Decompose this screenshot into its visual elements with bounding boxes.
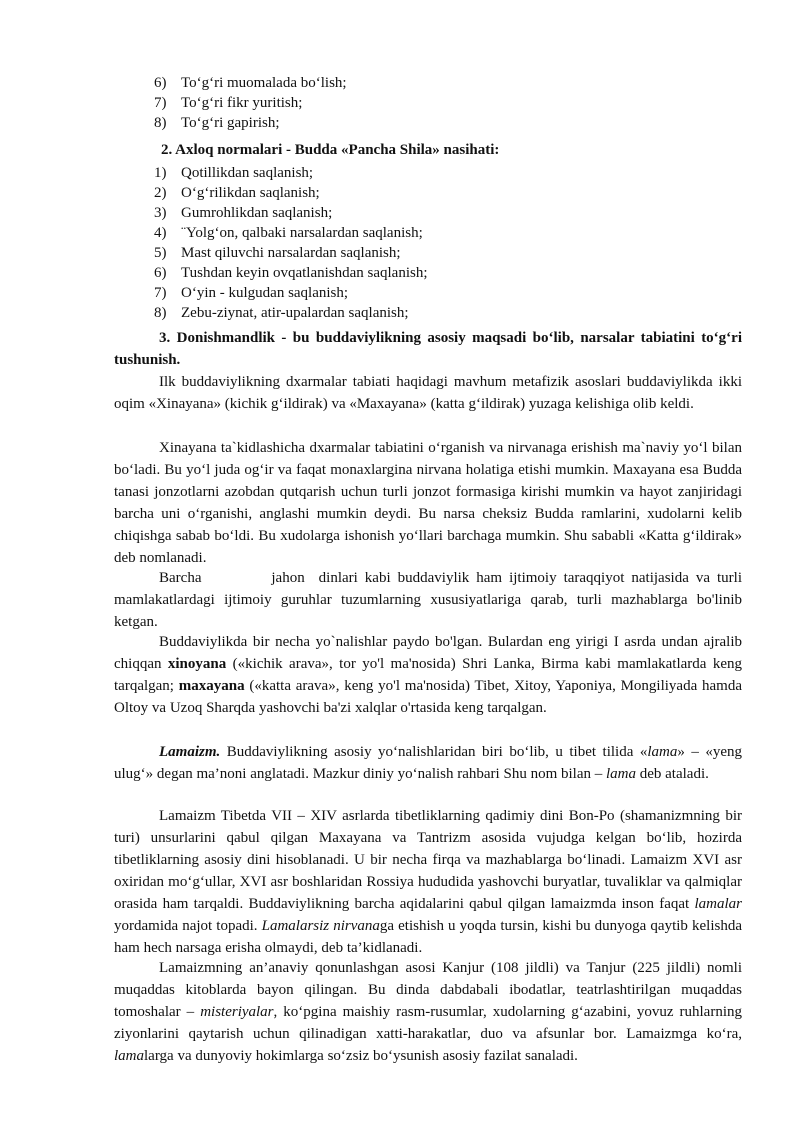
list-item: 6) Tushdan keyin ovqatlanishdan saqlanish;	[154, 265, 428, 281]
list-item: 3) Gumrohlikdan saqlanish;	[154, 205, 333, 221]
list-item: 5) Mast qiluvchi narsalardan saqlanish;	[154, 245, 401, 261]
list-item: 1) Qotillikdan saqlanish;	[154, 165, 314, 181]
list-item: 8) Zebu-ziynat, atir-upalardan saqlanish;	[154, 305, 409, 321]
paragraph-world-religions: Barcha jahon dinlari kabi buddaviylik ham ijtimoiy taraqqiyot natijasida va turli mamlakatlardagi ijtimoiy guruhlar tuzumlarning xususiyatlariga qarab, turli mazhablarga bo'linib ketgan.	[114, 570, 746, 630]
paragraph-early-buddhism: Ilk buddaviylikning dxarmalar tabiati haqidagi mavhum metafizik asoslari buddaviylikda ikki oqim «Xinayana» (kichik g‘ildirak) va «Maxayana» (katta g‘ildirak) yuzaga kelishiga olib keldi.	[114, 374, 742, 412]
section-heading-ethics: 2. Axloq normalari - Budda «Pancha Shila» nasihati:	[161, 142, 500, 158]
paragraph-directions: Buddaviylikda bir necha yo`nalishlar paydo bo'lgan. Bulardan eng yirigi I asrda undan ajralib chiqqan xinoyana («kichik arava», tor yo'l ma'nosida) Shri Lanka, Birma kabi mamlakatlarda keng tarqalgan; maxayana («katta arava», keng yo'l ma'nosida) Tibet, Xitoy, Yaponiya, Mongiliyada hamda Oltoy va Uzoq Sharqda yashovchi ba'zi xalqlar o'rtasida keng tarqalgan.	[114, 634, 742, 716]
term-xinoyana: xinoyana	[167, 656, 227, 672]
list-item: 7) To‘g‘ri fikr yuritish;	[154, 95, 303, 111]
list-pancha-shila	[0, 163, 800, 323]
paragraph-lamaism-canon: Lamaizmning an’anaviy qonunlashgan asosi Kanjur (108 jildli) va Tanjur (225 jildli) nomli muqaddas kitoblarda bayon qilingan. Bu dinda dabdabali ibodatlar, teatrlashtirilgan muqaddas tomoshalar – misteriyalar, ko‘pgina maishiy rasm-rusumlar, xudolarning g‘azabini, yovuz ruhlarning ziyonlarini qaytarish uchun qilinadigan xatti-harakatlar, duo va afsunlar bor. Lamaizmga ko‘ra, lamalarga va dunyoviy hokimlarga so‘zsiz bo‘ysunish asosiy fazilat sanaladi.	[114, 960, 743, 1064]
term-lamaizm: Lamaizm.	[159, 744, 221, 760]
paragraph-lamaism-history: Lamaizm Tibetda VII – XIV asrlarda tibetliklarning qadimiy dini Bon-Po (shamanizmning bir turi) unsurlarini qabul qilgan Maxayana va Tantrizm asosida vujudga kelgan bo‘lib, hozirda tibetliklarning asosiy dini hisoblanadi. U bir necha firqa va mazhablarga bo‘linadi. Lamaizm XVI asr oxiridan mo‘g‘ullar, XVI asr boshlaridan Rossiya hududida yashovchi buryatlar, tuvaliklar va qalmiqlar orasida ham tarqaldi. Buddaviylikning barcha aqidalarini qabul qilgan lamaizmda inson faqat lamalar yordamida najot topadi. Lamalarsiz nirvanaga etishish u yoqda tursin, kishi bu dunyoga qaytib kelishda ham hech narsaga erisha olmaydi, deb ta’kidlanadi.	[114, 808, 742, 956]
list-item: 4) ¨Yolg‘on, qalbaki narsalardan saqlanish;	[154, 225, 423, 241]
list-right-actions	[0, 73, 800, 133]
paragraph-hinayana-mahayana: Xinayana ta`kidlashicha dxarmalar tabiatini o‘rganish va nirvanaga erishish ma`naviy yo‘l bilan bo‘ladi. Bu yo‘l juda og‘ir va faqat monaxlargina nirvana holatiga etishi mumkin. Maxayana esa Budda tanasi jonzotlarni azobdan qutqarish uchun turli jonzot formasiga kirishi mumkin va hayot zanjiridagi barcha uni o‘rganishi, anglashi mumkin deydi. Bu narsa cheksiz Budda ramlarini, xudolarni kelib chiqishga sabab bo‘ldi. Bu xudolarga ishonish yo‘llari barchaga mumkin. Shu sababli «Katta g‘ildirak» deb nomlanadi.	[114, 440, 742, 566]
term-maxayana: maxayana	[178, 678, 245, 694]
list-item: 7) O‘yin - kulgudan saqlanish;	[154, 285, 349, 301]
section-heading-wisdom: 3. Donishmandlik - bu buddaviylikning asosiy maqsadi bo‘lib, narsalar tabiatini to‘g‘ri tushunish.	[114, 330, 742, 368]
list-item: 2) O‘g‘rilikdan saqlanish;	[154, 185, 320, 201]
list-item: 6) To‘g‘ri muomalada bo‘lish;	[154, 75, 347, 91]
paragraph-lamaism-intro: Lamaizm. Buddaviylikning asosiy yo‘nalishlaridan biri bo‘lib, u tibet tilida «lama» – «yeng ulug‘» degan ma’noni anglatadi. Mazkur diniy yo‘nalish rahbari Shu nom bilan – lama deb ataladi.	[114, 744, 742, 782]
list-item: 8) To‘g‘ri gapirish;	[154, 115, 280, 131]
